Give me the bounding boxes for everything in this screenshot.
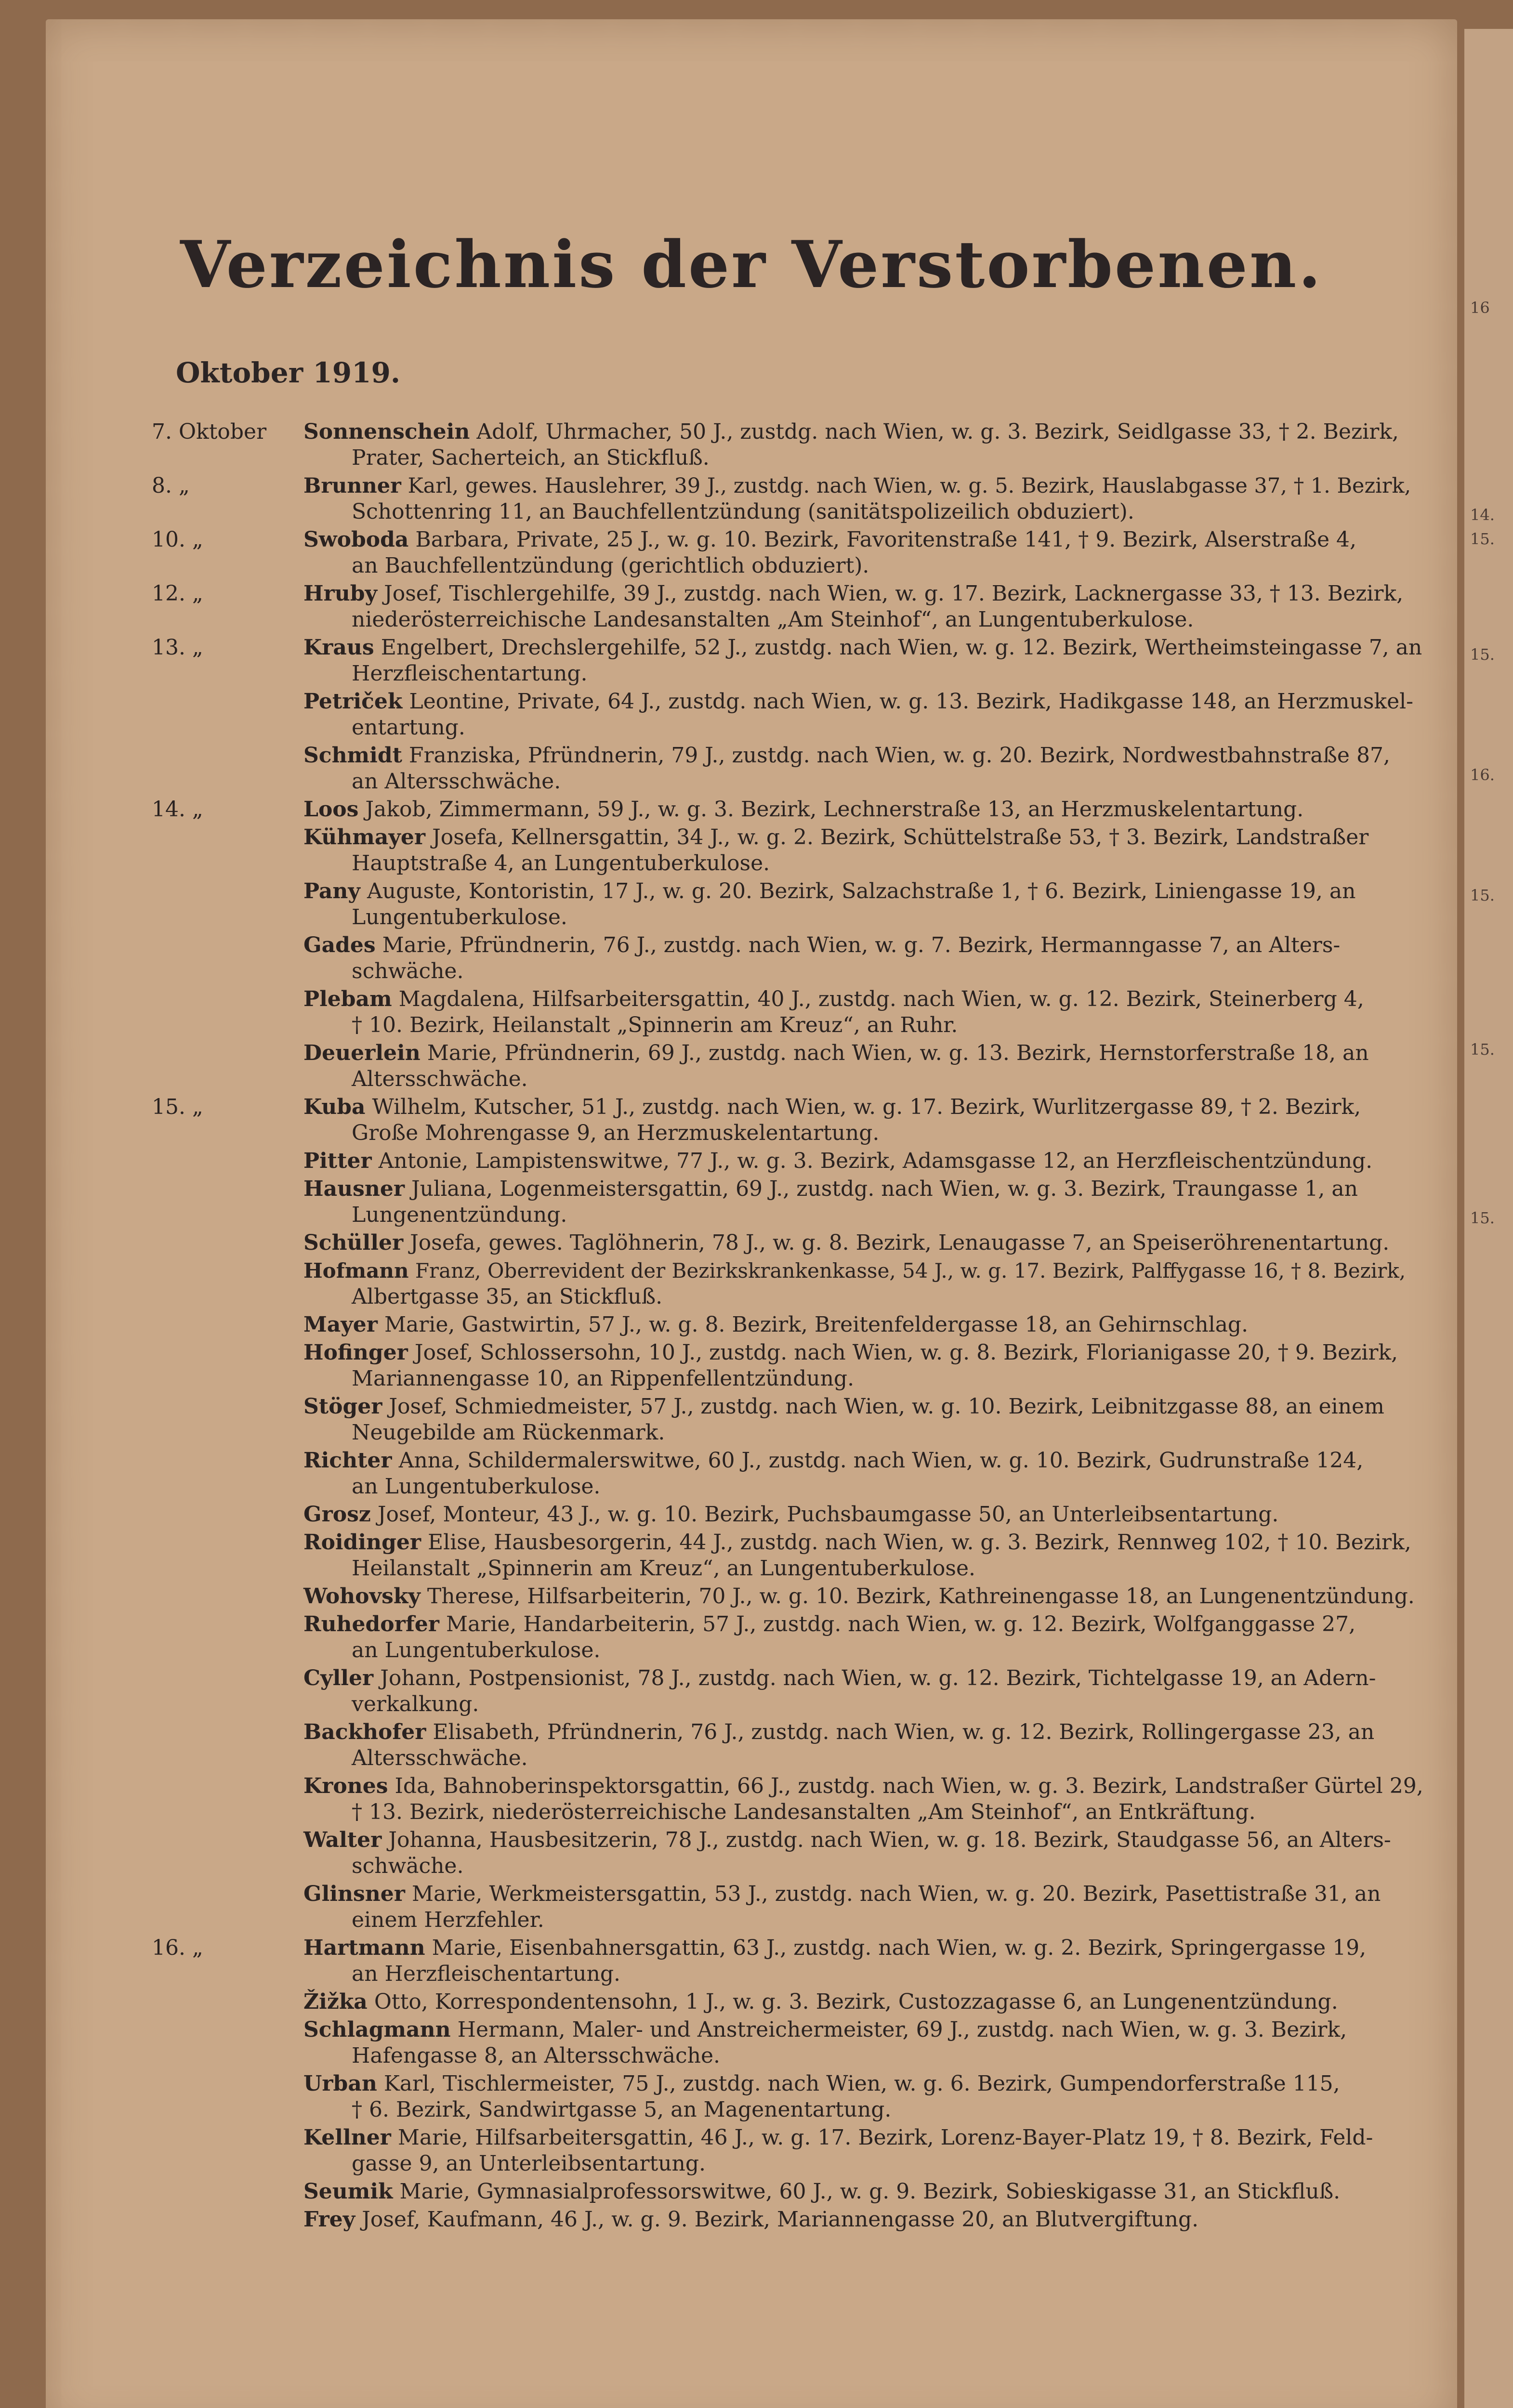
register-entry bbox=[46, 1881, 1457, 1933]
edge-mark: 16 bbox=[1470, 299, 1490, 317]
entry-details: Josefa, Kellnersgattin, 34 J., w. g. 2. Bezirk, Schüttelstraße 53, † 3. Bezirk, Landstraßer bbox=[432, 825, 1369, 850]
entry-details: Marie, Gymnasialprofessorswitwe, 60 J., w. g. 9. Bezirk, Sobieskigasse 31, an Stickfluß. bbox=[399, 2179, 1341, 2204]
adjacent-page-edge bbox=[1464, 29, 1513, 2408]
surname: Sonnenschein bbox=[303, 419, 470, 444]
entry-continuation: an Bauchfellentzündung (gerichtlich obduziert). bbox=[352, 553, 869, 578]
register-entry bbox=[46, 1530, 1457, 1582]
surname: Hartmann bbox=[303, 1936, 425, 1960]
entry-first-line bbox=[303, 419, 1428, 445]
register-entry bbox=[46, 1827, 1457, 1879]
entry-first-line bbox=[303, 1176, 1428, 1202]
entry-continuation: Neugebilde am Rückenmark. bbox=[352, 1420, 665, 1445]
register-entry bbox=[46, 1448, 1457, 1500]
edge-mark: 15. bbox=[1470, 530, 1495, 548]
entry-details: Franz, Oberrevident der Bezirkskrankenkasse, 54 J., w. g. 17. Bezirk, Palffygasse 16, † 8. Bezirk, bbox=[415, 1259, 1406, 1283]
entry-details: Antonie, Lampistenswitwe, 77 J., w. g. 3. Bezirk, Adamsgasse 12, an Herzfleischentzündung. bbox=[378, 1149, 1373, 1173]
entry-details: Josef, Monteur, 43 J., w. g. 10. Bezirk, Puchsbaumgasse 50, an Unterleibsentartung. bbox=[377, 1502, 1279, 1527]
entry-continuation: Mariannengasse 10, an Rippenfellentzündung. bbox=[352, 1366, 855, 1391]
entry-details: Magdalena, Hilfsarbeitersgattin, 40 J., zustdg. nach Wien, w. g. 12. Bezirk, Steinerberg 4, bbox=[398, 987, 1364, 1011]
entry-details: Josef, Schmiedmeister, 57 J., zustdg. nach Wien, w. g. 10. Bezirk, Leibnitzgasse 88, an einem bbox=[389, 1394, 1384, 1419]
entry-first-line bbox=[303, 527, 1428, 553]
entry-first-line bbox=[303, 1584, 1428, 1610]
entry-details: Otto, Korrespondentensohn, 1 J., w. g. 3. Bezirk, Custozzagasse 6, an Lungenentzündung. bbox=[374, 1989, 1338, 2014]
entry-details: Josef, Tischlergehilfe, 39 J., zustdg. nach Wien, w. g. 17. Bezirk, Lacknergasse 33, † 13. Bezirk, bbox=[384, 581, 1404, 606]
register-entry bbox=[46, 419, 1457, 471]
surname: Richter bbox=[303, 1448, 392, 1473]
entry-continuation: † 6. Bezirk, Sandwirtgasse 5, an Magenentartung. bbox=[352, 2097, 892, 2122]
entry-first-line bbox=[303, 1502, 1428, 1528]
entry-details: Marie, Pfründnerin, 69 J., zustdg. nach Wien, w. g. 13. Bezirk, Hernstorferstraße 18, an bbox=[427, 1041, 1369, 1065]
entry-continuation: an Herzfleischentartung. bbox=[352, 1962, 621, 1986]
surname: Hofinger bbox=[303, 1340, 408, 1365]
surname: Loos bbox=[303, 797, 359, 822]
register-entry bbox=[46, 1312, 1457, 1338]
entry-details: Juliana, Logenmeistersgattin, 69 J., zustdg. nach Wien, w. g. 3. Bezirk, Traungasse 1, an bbox=[411, 1177, 1358, 1201]
surname: Kühmayer bbox=[303, 825, 426, 850]
surname: Roidinger bbox=[303, 1530, 421, 1555]
edge-mark: 15. bbox=[1470, 886, 1495, 904]
month-heading: Oktober 1919. bbox=[176, 356, 401, 389]
entry-first-line bbox=[303, 1719, 1428, 1745]
entry-first-line bbox=[303, 1827, 1428, 1853]
surname: Wohovsky bbox=[303, 1584, 421, 1609]
entry-first-line bbox=[303, 986, 1428, 1012]
entry-first-line bbox=[303, 797, 1428, 823]
surname: Kuba bbox=[303, 1095, 366, 1119]
entry-date: 16. „ bbox=[152, 1936, 203, 1960]
entry-continuation: einem Herzfehler. bbox=[352, 1908, 544, 1932]
entry-first-line bbox=[303, 689, 1428, 715]
edge-mark: 16. bbox=[1470, 766, 1495, 784]
surname: Mayer bbox=[303, 1312, 378, 1337]
register-entry bbox=[46, 2179, 1457, 2205]
page-title: Verzeichnis der Verstorbenen. bbox=[180, 226, 1323, 302]
entry-continuation: entartung. bbox=[352, 715, 465, 740]
entry-first-line bbox=[303, 581, 1428, 607]
entry-first-line bbox=[303, 1935, 1428, 1961]
entry-details: Marie, Gastwirtin, 57 J., w. g. 8. Bezirk, Breitenfeldergasse 18, an Gehirnschlag. bbox=[384, 1312, 1249, 1337]
entry-continuation: Albertgasse 35, an Stickfluß. bbox=[352, 1284, 663, 1309]
entry-continuation: † 13. Bezirk, niederösterreichische Landesanstalten „Am Steinhof“, an Entkräftung. bbox=[352, 1800, 1256, 1824]
entry-continuation: Schottenring 11, an Bauchfellentzündung (sanitätspolizeilich obduziert). bbox=[352, 499, 1134, 524]
register-entry bbox=[46, 1148, 1457, 1174]
entry-continuation: Altersschwäche. bbox=[352, 1067, 528, 1091]
register-entry bbox=[46, 2071, 1457, 2123]
entry-details: Josefa, gewes. Taglöhnerin, 78 J., w. g. 8. Bezirk, Lenaugasse 7, an Speiseröhrenentartung. bbox=[410, 1230, 1390, 1255]
surname: Plebam bbox=[303, 987, 392, 1011]
entry-details: Hermann, Maler- und Anstreichermeister, 69 J., zustdg. nach Wien, w. g. 3. Bezirk, bbox=[457, 2017, 1347, 2042]
entry-details: Karl, Tischlermeister, 75 J., zustdg. nach Wien, w. g. 6. Bezirk, Gumpendorferstraße 115, bbox=[383, 2071, 1340, 2096]
entry-first-line bbox=[303, 2207, 1428, 2233]
surname: Gades bbox=[303, 933, 376, 957]
entry-first-line bbox=[303, 1148, 1428, 1174]
surname: Glinsner bbox=[303, 1882, 405, 1906]
surname: Schüller bbox=[303, 1230, 404, 1255]
entry-date: 8. „ bbox=[152, 473, 190, 498]
entry-first-line bbox=[303, 1881, 1428, 1907]
entry-first-line bbox=[303, 635, 1428, 661]
death-register-list bbox=[46, 419, 1457, 2235]
register-entry bbox=[46, 1989, 1457, 2015]
entry-details: Marie, Hilfsarbeitersgattin, 46 J., w. g. 17. Bezirk, Lorenz-Bayer-Platz 19, † 8. Bezirk, Feld- bbox=[397, 2125, 1373, 2150]
surname: Žižka bbox=[303, 1989, 368, 2014]
entry-details: Karl, gewes. Hauslehrer, 39 J., zustdg. nach Wien, w. g. 5. Bezirk, Hauslabgasse 37, † 1. Bezirk, bbox=[408, 474, 1411, 498]
entry-details: Johann, Postpensionist, 78 J., zustdg. nach Wien, w. g. 12. Bezirk, Tichtelgasse 19, an Adern- bbox=[380, 1666, 1376, 1690]
surname: Seumik bbox=[303, 2179, 393, 2204]
register-entry bbox=[46, 1394, 1457, 1446]
entry-details: Wilhelm, Kutscher, 51 J., zustdg. nach Wien, w. g. 17. Bezirk, Wurlitzergasse 89, † 2. Bezirk, bbox=[372, 1095, 1361, 1119]
register-entry bbox=[46, 932, 1457, 984]
entry-continuation: gasse 9, an Unterleibsentartung. bbox=[352, 2151, 706, 2176]
register-entry bbox=[46, 581, 1457, 633]
surname: Hofmann bbox=[303, 1259, 409, 1283]
entry-date: 7. Oktober bbox=[152, 419, 267, 444]
entry-details: Leontine, Private, 64 J., zustdg. nach Wien, w. g. 13. Bezirk, Hadikgasse 148, an Herzmuskel- bbox=[409, 689, 1414, 714]
surname: Kellner bbox=[303, 2125, 391, 2150]
entry-first-line bbox=[303, 1611, 1428, 1637]
entry-continuation: an Altersschwäche. bbox=[352, 769, 561, 794]
edge-mark: 15. bbox=[1470, 1209, 1495, 1227]
entry-first-line bbox=[303, 2071, 1428, 2097]
register-entry bbox=[46, 797, 1457, 823]
register-entry bbox=[46, 1584, 1457, 1610]
entry-date: 12. „ bbox=[152, 581, 203, 606]
surname: Grosz bbox=[303, 1502, 371, 1527]
entry-first-line bbox=[303, 1773, 1428, 1799]
register-entry bbox=[46, 1230, 1457, 1256]
register-entry bbox=[46, 878, 1457, 930]
register-entry bbox=[46, 824, 1457, 877]
entry-continuation: Prater, Sacherteich, an Stickfluß. bbox=[352, 445, 710, 470]
surname: Swoboda bbox=[303, 527, 409, 552]
edge-mark: 15. bbox=[1470, 645, 1495, 664]
entry-first-line bbox=[303, 1394, 1428, 1420]
surname: Deuerlein bbox=[303, 1041, 421, 1065]
entry-details: Johanna, Hausbesitzerin, 78 J., zustdg. nach Wien, w. g. 18. Bezirk, Staudgasse 56, an Alters- bbox=[388, 1828, 1391, 1852]
entry-first-line bbox=[303, 1094, 1428, 1120]
entry-first-line bbox=[303, 743, 1428, 769]
entry-continuation: an Lungentuberkulose. bbox=[352, 1474, 601, 1499]
entry-details: Ida, Bahnoberinspektorsgattin, 66 J., zustdg. nach Wien, w. g. 3. Bezirk, Landstraßer Gürtel 29, bbox=[395, 1774, 1423, 1798]
entry-continuation: verkalkung. bbox=[352, 1692, 479, 1716]
surname: Cyller bbox=[303, 1666, 374, 1690]
entry-details: Marie, Werkmeistersgattin, 53 J., zustdg. nach Wien, w. g. 20. Bezirk, Pasettistraße 31, an bbox=[411, 1882, 1381, 1906]
edge-mark: 15. bbox=[1470, 1040, 1495, 1059]
entry-details: Elisabeth, Pfründnerin, 76 J., zustdg. nach Wien, w. g. 12. Bezirk, Rollingergasse 23, an bbox=[433, 1720, 1375, 1744]
entry-details: Marie, Pfründnerin, 76 J., zustdg. nach Wien, w. g. 7. Bezirk, Hermanngasse 7, an Alters- bbox=[382, 933, 1341, 957]
register-entry bbox=[46, 1094, 1457, 1146]
entry-details: Engelbert, Drechslergehilfe, 52 J., zustdg. nach Wien, w. g. 12. Bezirk, Wertheimsteingasse 7, an bbox=[381, 635, 1422, 660]
document-page bbox=[46, 19, 1457, 2408]
entry-first-line bbox=[303, 1040, 1428, 1066]
surname: Hruby bbox=[303, 581, 378, 606]
entry-details: Auguste, Kontoristin, 17 J., w. g. 20. Bezirk, Salzachstraße 1, † 6. Bezirk, Liniengasse 19, an bbox=[367, 879, 1356, 903]
surname: Kraus bbox=[303, 635, 374, 660]
surname: Pany bbox=[303, 879, 360, 903]
entry-first-line bbox=[303, 1340, 1428, 1366]
entry-first-line bbox=[303, 1665, 1428, 1691]
register-entry bbox=[46, 1665, 1457, 1717]
surname: Schlagmann bbox=[303, 2017, 451, 2042]
surname: Urban bbox=[303, 2071, 377, 2096]
register-entry bbox=[46, 1176, 1457, 1228]
register-entry bbox=[46, 1935, 1457, 1987]
surname: Walter bbox=[303, 1828, 382, 1852]
surname: Hausner bbox=[303, 1177, 405, 1201]
register-entry bbox=[46, 1611, 1457, 1663]
entry-first-line bbox=[303, 878, 1428, 904]
entry-first-line bbox=[303, 1989, 1428, 2015]
entry-details: Jakob, Zimmermann, 59 J., w. g. 3. Bezirk, Lechnerstraße 13, an Herzmuskelentartung. bbox=[365, 797, 1304, 822]
entry-first-line bbox=[303, 2017, 1428, 2043]
entry-details: Barbara, Private, 25 J., w. g. 10. Bezirk, Favoritenstraße 141, † 9. Bezirk, Alserstraße 4, bbox=[415, 527, 1356, 552]
register-entry bbox=[46, 1719, 1457, 1771]
entry-first-line bbox=[303, 1312, 1428, 1338]
register-entry bbox=[46, 635, 1457, 687]
register-entry bbox=[46, 2207, 1457, 2233]
entry-first-line bbox=[303, 932, 1428, 958]
edge-mark: 14. bbox=[1470, 506, 1495, 524]
entry-first-line bbox=[303, 2179, 1428, 2205]
entry-continuation: Lungenentzündung. bbox=[352, 1203, 567, 1227]
entry-details: Elise, Hausbesorgerin, 44 J., zustdg. nach Wien, w. g. 3. Bezirk, Rennweg 102, † 10. Bezirk, bbox=[428, 1530, 1411, 1555]
register-entry bbox=[46, 527, 1457, 579]
register-entry bbox=[46, 689, 1457, 741]
entry-continuation: schwäche. bbox=[352, 959, 464, 983]
entry-first-line bbox=[303, 1258, 1428, 1284]
entry-continuation: schwäche. bbox=[352, 1854, 464, 1878]
surname: Stöger bbox=[303, 1394, 382, 1419]
entry-first-line bbox=[303, 824, 1428, 851]
entry-continuation: Hauptstraße 4, an Lungentuberkulose. bbox=[352, 851, 770, 876]
entry-details: Adolf, Uhrmacher, 50 J., zustdg. nach Wien, w. g. 3. Bezirk, Seidlgasse 33, † 2. Bezirk, bbox=[476, 419, 1399, 444]
entry-first-line bbox=[303, 1230, 1428, 1256]
entry-continuation: Hafengasse 8, an Altersschwäche. bbox=[352, 2043, 721, 2068]
register-entry bbox=[46, 1340, 1457, 1392]
surname: Brunner bbox=[303, 474, 401, 498]
entry-details: Therese, Hilfsarbeiterin, 70 J., w. g. 10. Bezirk, Kathreinengasse 18, an Lungenentzündung. bbox=[427, 1584, 1415, 1609]
register-entry bbox=[46, 1502, 1457, 1528]
entry-details: Josef, Kaufmann, 46 J., w. g. 9. Bezirk, Mariannengasse 20, an Blutvergiftung. bbox=[362, 2207, 1199, 2232]
entry-details: Marie, Eisenbahnersgattin, 63 J., zustdg. nach Wien, w. g. 2. Bezirk, Springergasse 19, bbox=[432, 1936, 1367, 1960]
entry-details: Josef, Schlossersohn, 10 J., zustdg. nach Wien, w. g. 8. Bezirk, Florianigasse 20, † 9. Bezirk, bbox=[414, 1340, 1398, 1365]
entry-details: Marie, Handarbeiterin, 57 J., zustdg. nach Wien, w. g. 12. Bezirk, Wolfganggasse 27, bbox=[446, 1612, 1356, 1636]
entry-continuation: Herzfleischentartung. bbox=[352, 661, 588, 686]
entry-date: 15. „ bbox=[152, 1095, 203, 1119]
surname: Frey bbox=[303, 2207, 355, 2232]
entry-first-line bbox=[303, 2125, 1428, 2151]
register-entry bbox=[46, 1040, 1457, 1092]
surname: Ruhedorfer bbox=[303, 1612, 439, 1636]
entry-date: 14. „ bbox=[152, 797, 203, 822]
entry-continuation: Große Mohrengasse 9, an Herzmuskelentartung. bbox=[352, 1121, 880, 1145]
entry-first-line bbox=[303, 1530, 1428, 1556]
entry-continuation: † 10. Bezirk, Heilanstalt „Spinnerin am Kreuz“, an Ruhr. bbox=[352, 1013, 958, 1037]
register-entry bbox=[46, 1258, 1457, 1310]
entry-date: 10. „ bbox=[152, 527, 203, 552]
register-entry bbox=[46, 2125, 1457, 2177]
entry-date: 13. „ bbox=[152, 635, 203, 660]
entry-continuation: Lungentuberkulose. bbox=[352, 905, 567, 929]
surname: Petriček bbox=[303, 689, 403, 714]
surname: Krones bbox=[303, 1774, 388, 1798]
entry-details: Franziska, Pfründnerin, 79 J., zustdg. nach Wien, w. g. 20. Bezirk, Nordwestbahnstraße 87, bbox=[408, 743, 1390, 768]
surname: Schmidt bbox=[303, 743, 402, 768]
surname: Pitter bbox=[303, 1149, 372, 1173]
entry-continuation: Heilanstalt „Spinnerin am Kreuz“, an Lungentuberkulose. bbox=[352, 1556, 975, 1581]
register-entry bbox=[46, 473, 1457, 525]
entry-continuation: Altersschwäche. bbox=[352, 1746, 528, 1770]
entry-first-line bbox=[303, 473, 1428, 499]
register-entry bbox=[46, 1773, 1457, 1825]
surname: Backhofer bbox=[303, 1720, 426, 1744]
register-entry bbox=[46, 986, 1457, 1038]
register-entry bbox=[46, 743, 1457, 795]
entry-continuation: an Lungentuberkulose. bbox=[352, 1638, 601, 1662]
register-entry bbox=[46, 2017, 1457, 2069]
entry-first-line bbox=[303, 1448, 1428, 1474]
entry-continuation: niederösterreichische Landesanstalten „Am Steinhof“, an Lungentuberkulose. bbox=[352, 607, 1194, 632]
entry-details: Anna, Schildermalerswitwe, 60 J., zustdg. nach Wien, w. g. 10. Bezirk, Gudrunstraße 124, bbox=[398, 1448, 1364, 1473]
